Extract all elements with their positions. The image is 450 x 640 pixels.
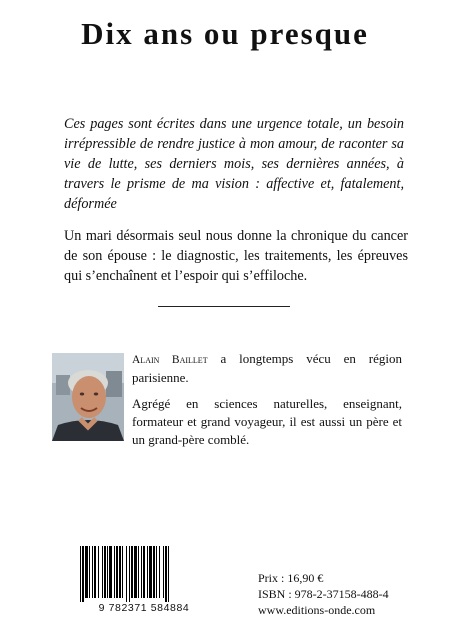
author-name: Alain Baillet xyxy=(132,354,208,366)
price: Prix : 16,90 € xyxy=(258,571,324,585)
publisher-info xyxy=(258,570,428,618)
page-title: Dix ans ou presque xyxy=(81,16,369,51)
divider-line xyxy=(158,306,290,307)
author-photo xyxy=(52,353,124,441)
barcode-digits: 9 782371 584884 xyxy=(98,602,190,614)
isbn-number: ISBN : 978-2-37158-488-4 xyxy=(258,587,389,601)
author-bio xyxy=(132,350,402,449)
publisher-website: www.editions-onde.com xyxy=(258,603,376,617)
back-cover-quote: Ces pages sont écrites dans une urgence totale, un besoin irrépressible de rendre justice à mon amour, de raconter sa vie de lutte, ses derniers mois, ses dernières années, à travers le prisme de ma vision : affective et, fatalement, déformée xyxy=(64,116,404,213)
book-summary: Un mari désormais seul nous donne la chronique du cancer de son épouse : le diagnostic, les traitements, les épreuves qui s’enchaînent et l’espoir qui s’effiloche. xyxy=(64,228,408,285)
author-bio-intro: a longtemps vécu en région parisienne. xyxy=(132,351,402,385)
barcode-bars xyxy=(78,546,210,602)
author-bio-details: Agrégé en sciences naturelles, enseignant, formateur et grand voyageur, il est aussi un père et un grand-père comblé. xyxy=(132,396,402,447)
isbn-barcode xyxy=(78,538,210,618)
